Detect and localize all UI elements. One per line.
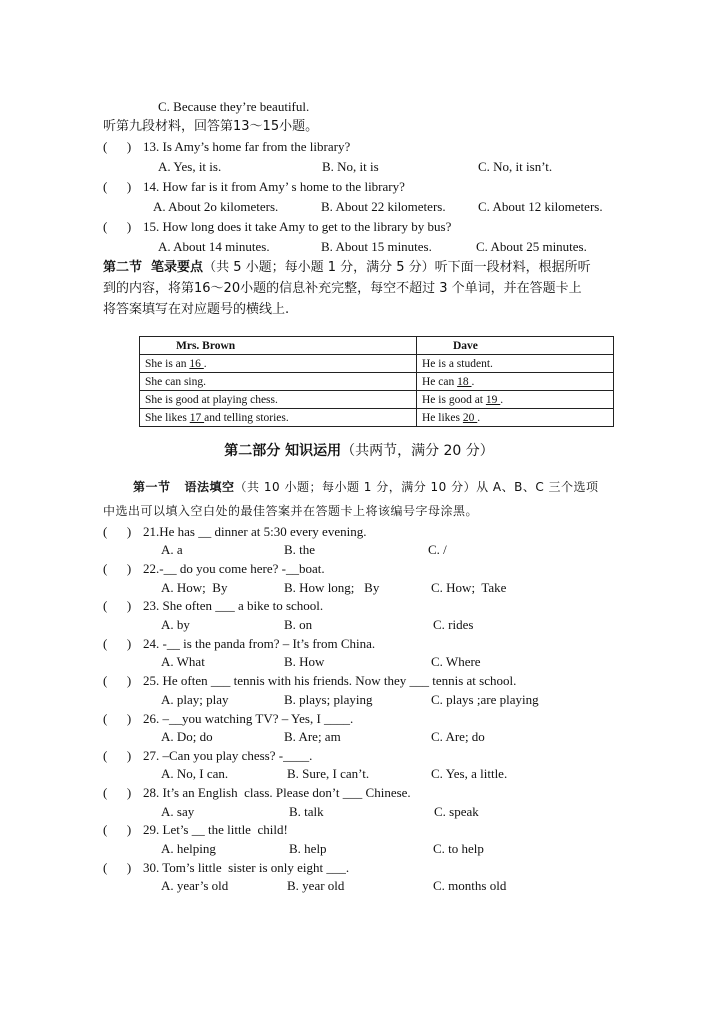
q15-option-b: B. About 15 minutes. [321,239,432,254]
q22-option-c: C. How; Take [431,580,507,595]
question-15-stem: 15. How long does it take Amy to get to the library by bus? [143,219,452,234]
cell-mrs-brown [140,391,417,409]
table-row [140,373,614,391]
section-b-heading [103,259,591,277]
q14-option-a: A. About 2o kilometers. [153,199,279,214]
question-29-stem: 29. Let’s __ the little child! [143,822,288,837]
cell-text: He is good at [422,393,486,406]
q27-option-b: B. Sure, I can’t. [287,766,370,781]
header-dave: Dave [417,337,614,355]
blank-17[interactable]: 17 [189,411,205,424]
q29-option-b: B. help [289,841,327,856]
question-26-stem: 26. –__you watching TV? – Yes, I ____. [143,711,354,726]
q25-option-c: C. plays ;are playing [431,692,539,707]
question-27-stem: 27. –Can you play chess? -____. [143,748,313,763]
answer-paren-25[interactable]: ( ) [103,673,132,688]
q22-option-a: A. How; By [161,580,228,595]
answer-paren-14[interactable]: ( ) [103,179,132,194]
q30-option-b: B. year old [287,878,345,893]
cell-text: He is a student. [422,357,493,370]
q28-option-b: B. talk [289,804,324,819]
cell-dave [417,409,614,427]
cell-text: She likes [145,411,190,424]
q22-option-b: B. How long; By [284,580,380,595]
cell-text: She can sing. [145,375,207,388]
cell-text: She is an [145,357,190,370]
q28-option-c: C. speak [434,804,479,819]
cell-text: She is good at playing chess. [145,393,278,406]
q14-option-c: C. About 12 kilometers. [478,199,603,214]
cell-text: . [500,393,504,406]
question-21-stem: 21.He has __ dinner at 5:30 every evening. [143,524,367,539]
cell-mrs-brown [140,409,417,427]
answer-paren-27[interactable]: ( ) [103,748,132,763]
q23-option-b: B. on [284,617,313,632]
section-b-desc-3: 将答案填写在对应题号的横线上. [103,302,290,317]
question-24-stem: 24. -__ is the panda from? – It’s from China. [143,636,376,651]
answer-paren-28[interactable]: ( ) [103,785,132,800]
q27-option-a: A. No, I can. [161,766,229,781]
q21-option-b: B. the [284,542,316,557]
part-2-heading [0,442,718,460]
blank-16[interactable]: 16 [189,357,204,370]
section-b-title: 第二节 笔录要点 [103,260,204,275]
q15-option-c: C. About 25 minutes. [476,239,587,254]
question-13-stem: 13. Is Amy’s home far from the library? [143,139,351,154]
q25-option-a: A. play; play [161,692,229,707]
q12-option-c: C. Because they’re beautiful. [158,99,310,114]
q29-option-c: C. to help [433,841,484,856]
q26-option-a: A. Do; do [161,729,213,744]
header-mrs-brown: Mrs. Brown [140,337,417,355]
answer-paren-22[interactable]: ( ) [103,561,132,576]
cell-dave [417,373,614,391]
table-row [140,409,614,427]
blank-18[interactable]: 18 [457,375,472,388]
q26-option-c: C. Are; do [431,729,485,744]
question-28-stem: 28. It’s an English class. Please don’t ___ Chinese. [143,785,411,800]
q28-option-a: A. say [161,804,195,819]
section-b-desc-2: 到的内容，将第16～20小题的信息补充完整，每空不超过 3 个单词，并在答题卡上 [103,281,582,296]
cell-text: and telling stories. [204,411,289,424]
answer-paren-21[interactable]: ( ) [103,524,132,539]
q25-option-b: B. plays; playing [284,692,373,707]
table-row [140,391,614,409]
q23-option-a: A. by [161,617,190,632]
cell-text: . [477,411,481,424]
blank-20[interactable]: 20 [462,411,478,424]
grammar-section-heading [133,479,599,495]
answer-paren-15[interactable]: ( ) [103,219,132,234]
cell-text: . [203,357,207,370]
part-2-title-tail: （共两节，满分 20 分） [341,443,494,459]
q30-option-a: A. year’s old [161,878,229,893]
q13-option-b: B. No, it is [322,159,379,174]
cell-text: He likes [422,411,463,424]
answer-paren-26[interactable]: ( ) [103,711,132,726]
table-header-row [140,337,614,355]
question-22-stem: 22.-__ do you come here? -__boat. [143,561,325,576]
q24-option-b: B. How [284,654,325,669]
q26-option-b: B. Are; am [284,729,341,744]
q21-option-c: C. / [428,542,447,557]
grammar-section-title: 第一节 语法填空 [133,480,235,494]
blank-19[interactable]: 19 [485,393,501,406]
cell-mrs-brown [140,355,417,373]
q15-option-a: A. About 14 minutes. [158,239,270,254]
q21-option-a: A. a [161,542,183,557]
answer-paren-29[interactable]: ( ) [103,822,132,837]
answer-paren-30[interactable]: ( ) [103,860,132,875]
q27-option-c: C. Yes, a little. [431,766,508,781]
cell-text: . [471,375,475,388]
cell-dave [417,391,614,409]
cell-dave [417,355,614,373]
question-23-stem: 23. She often ___ a bike to school. [143,598,324,613]
grammar-section-desc-1: （共 10 小题；每小题 1 分，满分 10 分）从 A、B、C 三个选项 [234,480,599,494]
q14-option-b: B. About 22 kilometers. [321,199,446,214]
q13-option-c: C. No, it isn’t. [478,159,553,174]
grammar-section-desc-2: 中选出可以填入空白处的最佳答案并在答题卡上将该编号字母涂黑。 [103,504,479,518]
question-14-stem: 14. How far is it from Amy’ s home to the library? [143,179,405,194]
part-2-title: 第二部分 知识运用 [224,443,342,459]
table-row [140,355,614,373]
question-25-stem: 25. He often ___ tennis with his friends. Now they ___ tennis at school. [143,673,517,688]
answer-paren-24[interactable]: ( ) [103,636,132,651]
info-table [139,336,614,427]
answer-paren-13[interactable]: ( ) [103,139,132,154]
question-30-stem: 30. Tom’s little sister is only eight ___. [143,860,350,875]
q23-option-c: C. rides [433,617,474,632]
answer-paren-23[interactable]: ( ) [103,598,132,613]
passage9-instruction: 听第九段材料，回答第13～15小题。 [103,119,319,134]
cell-mrs-brown [140,373,417,391]
q13-option-a: A. Yes, it is. [158,159,222,174]
q24-option-c: C. Where [431,654,481,669]
section-b-desc-1: （共 5 小题；每小题 1 分，满分 5 分）听下面一段材料，根据所听 [203,260,591,275]
q29-option-a: A. helping [161,841,216,856]
cell-text: He can [422,375,458,388]
q30-option-c: C. months old [433,878,507,893]
q24-option-a: A. What [161,654,205,669]
